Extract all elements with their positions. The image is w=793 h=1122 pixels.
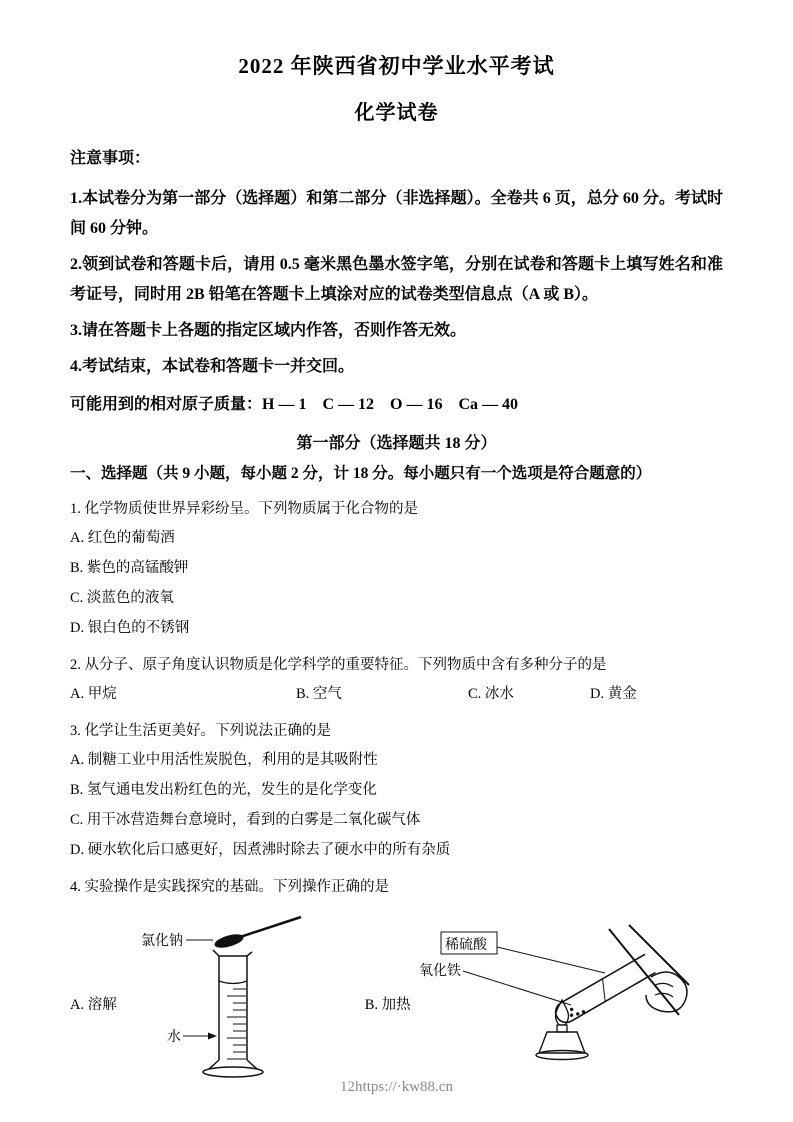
question-2-options-row [70,679,723,709]
question-2-stem: 2. 从分子、原子角度认识物质是化学科学的重要特征。下列物质中含有多种分子的是 [70,657,607,673]
question-1-stem: 1. 化学物质使世界异彩纷呈。下列物质属于化合物的是 [70,501,418,517]
water-label: 水 [166,1030,181,1045]
exam-title: 2022 年陕西省初中学业水平考试 [238,54,555,78]
alcohol-lamp-icon [536,1000,588,1060]
part1-header: 第一部分（选择题共 18 分） [296,435,497,452]
footer-watermark: 12https://·kw88.cn [340,1079,453,1095]
question-3-option-d: D. 硬水软化后口感更好，因煮沸时除去了硬水中的所有杂质 [70,842,451,858]
notice-item-3: 3.请在答题卡上各题的指定区域内作答，否则作答无效。 [70,322,467,339]
relative-atomic-mass-line: 可能用到的相对原子质量：H — 1 C — 12 O — 16 Ca — 40 [70,396,519,413]
notice-item-1: 1.本试卷分为第一部分（选择题）和第二部分（非选择题）。全卷共 6 页，总分 60 分。考试时间 60 分钟。 [70,190,723,237]
exam-subtitle: 化学试卷 [354,102,439,124]
question-2 [70,651,723,709]
notice-item-4: 4.考试结束，本试卷和答题卡一并交回。 [70,358,355,375]
notice-item-2: 2.领到试卷和答题卡后，请用 0.5 毫米黑色墨水签字笔，分别在试卷和答题卡上填写姓名和准考证号，同时用 2B 铅笔在答题卡上填涂对应的试卷类型信息点（A 或 B）。 [70,256,723,303]
question-2-option-c: C. 冰水 [468,686,514,702]
test-tube-clamp-icon [609,925,689,1015]
notice-header: 注意事项： [70,150,151,167]
dilute-sulfuric-acid-label: 稀硫酸 [444,937,487,953]
question-4-option-a-label: A. 溶解 [70,997,117,1013]
iron-oxide-label: 氧化铁 [418,963,461,979]
question-1-option-b: B. 紫色的高锰酸钾 [70,560,189,576]
question-4 [70,873,723,1096]
sodium-chloride-label: 氯化钠 [140,934,183,949]
question-4-option-b-label: B. 加热 [364,997,411,1013]
acid-leader-line [497,947,605,973]
question-4-stem: 4. 实验操作是实践探究的基础。下列操作正确的是 [70,879,389,895]
question-2-option-b: B. 空气 [296,686,342,702]
sodium-chloride-solid-icon [213,932,245,951]
section1-header: 一、选择题（共 9 小题，每小题 2 分，计 18 分。每小题只有一个选项是符合题意的） [70,465,652,482]
question-1-option-a: A. 红色的葡萄酒 [70,530,175,546]
dissolve-experiment-figure [133,911,323,1096]
heating-experiment-figure [413,923,693,1085]
water-arrowhead-icon [208,1033,217,1040]
hand-icon [646,972,687,1012]
question-3 [70,717,723,865]
question-2-option-a: A. 甲烷 [70,686,117,702]
test-tube-icon [552,954,656,1026]
question-4-figures [70,911,723,1096]
question-3-stem: 3. 化学让生活更美好。下列说法正确的是 [70,723,331,739]
graduated-cylinder-icon [203,950,263,1077]
question-1-option-c: C. 淡蓝色的液氧 [70,590,174,606]
question-2-option-d: D. 黄金 [590,686,637,702]
question-3-option-a: A. 制糖工业中用活性炭脱色，利用的是其吸附性 [70,752,378,768]
question-1-option-d: D. 银白色的不锈钢 [70,620,190,636]
question-1 [70,495,723,643]
question-3-option-b: B. 氢气通电发出粉红色的光，发生的是化学变化 [70,782,377,798]
question-3-option-c: C. 用干冰营造舞台意境时，看到的白雾是二氧化碳气体 [70,812,421,828]
iron-oxide-leader-line [463,971,571,1005]
